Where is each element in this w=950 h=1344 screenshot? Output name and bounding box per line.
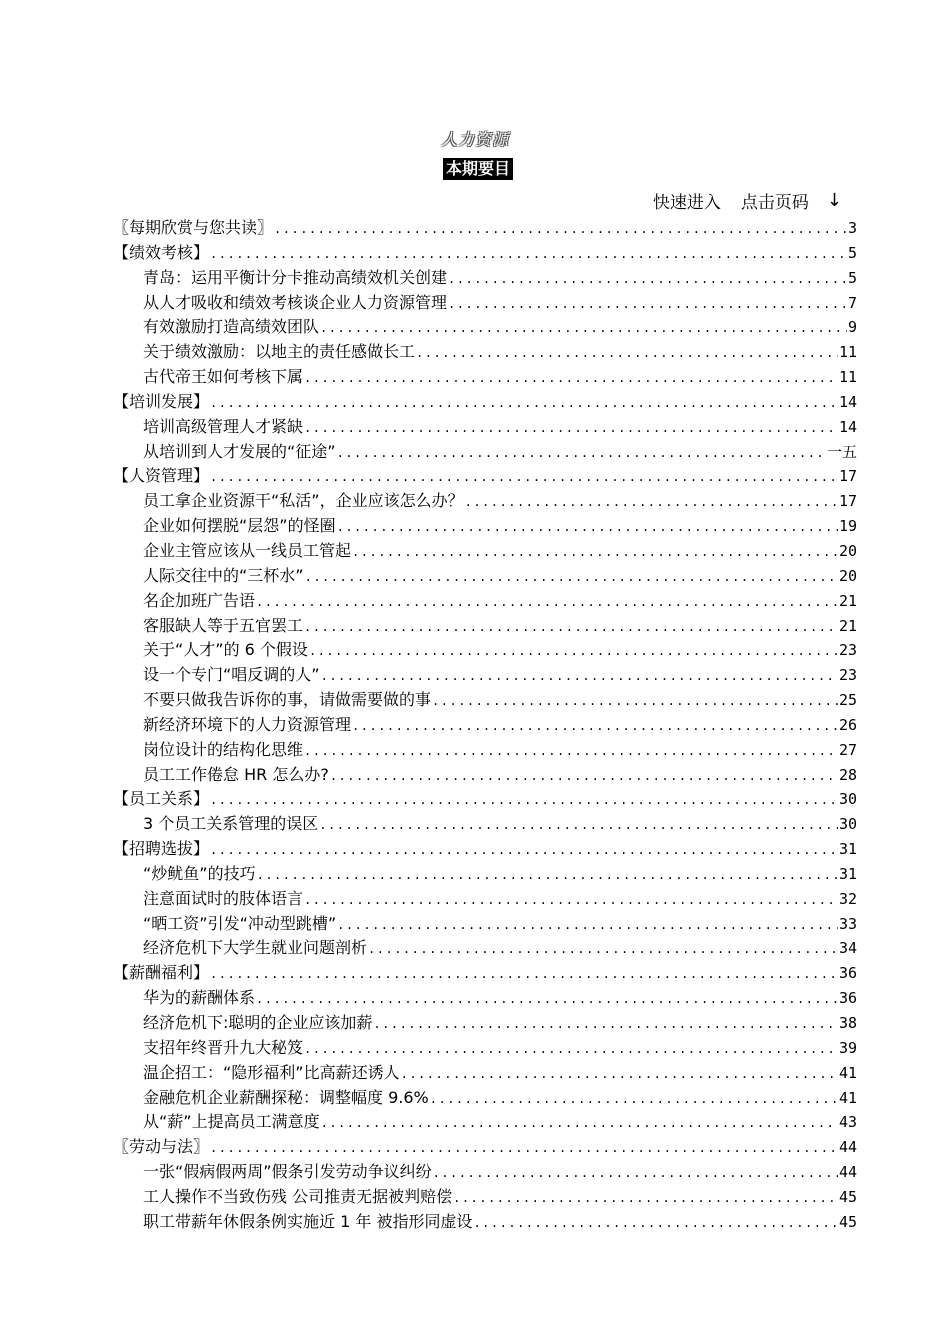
- toc-leader-dots: [453, 1186, 838, 1211]
- toc-leader-dots: [373, 1012, 838, 1037]
- toc-page-link[interactable]: 25: [838, 691, 857, 710]
- toc-leader-dots: [274, 217, 847, 242]
- toc-leader-dots: [304, 739, 838, 764]
- toc-title[interactable]: 员工拿企业资源干“私活”，企业应该怎么办？: [143, 491, 464, 511]
- toc-page-link[interactable]: 11: [838, 343, 857, 362]
- toc-leader-dots: [432, 689, 838, 714]
- toc-entry[interactable]: [113, 415, 857, 440]
- toc-leader-dots: [256, 987, 838, 1012]
- toc-title[interactable]: 员工工作倦怠 HR 怎么办?: [143, 764, 329, 784]
- toc-leader-dots: [304, 1037, 838, 1062]
- toc-page-link[interactable]: 41: [838, 1063, 857, 1082]
- toc-title[interactable]: 【人资管理】: [113, 466, 210, 486]
- toc-title[interactable]: 华为的薪酬体系: [143, 988, 256, 1008]
- toc-entry[interactable]: [113, 539, 857, 564]
- toc-title[interactable]: 3 个员工关系管理的误区: [143, 814, 319, 834]
- toc-entry[interactable]: [113, 738, 857, 763]
- toc-leader-dots: [304, 615, 838, 640]
- toc-title[interactable]: 〖每期欣赏与您共读〗: [113, 218, 274, 237]
- toc-entry[interactable]: [113, 315, 857, 340]
- toc-title[interactable]: 设一个专门“唱反调的人”: [143, 665, 320, 685]
- toc-entry[interactable]: [113, 1061, 857, 1086]
- toc-page-link[interactable]: 41: [838, 1088, 857, 1107]
- toc-entry[interactable]: [113, 936, 857, 961]
- toc-title[interactable]: 注意面试时的肢体语言: [143, 888, 304, 908]
- toc-entry[interactable]: [113, 365, 857, 390]
- toc-title[interactable]: 企业如何摆脱“层怨”的怪圈: [143, 516, 336, 536]
- toc-leader-dots: [321, 1111, 838, 1136]
- toc-entry[interactable]: [113, 489, 857, 514]
- document-title: 人力资源: [440, 130, 509, 149]
- toc-leader-dots: [337, 441, 826, 466]
- toc-entry[interactable]: [113, 663, 857, 688]
- toc-page-link[interactable]: 45: [838, 1212, 857, 1231]
- toc-leader-dots: [309, 639, 838, 664]
- toc-entry[interactable]: [113, 713, 857, 738]
- toc-page-link[interactable]: 44: [838, 1138, 857, 1157]
- toc-title[interactable]: 〖劳动与法〗: [113, 1137, 210, 1157]
- toc-title[interactable]: 一张“假病假两周”假条引发劳动争议纠纷: [143, 1162, 432, 1182]
- toc-title[interactable]: 从人才吸收和绩效考核谈企业人力资源管理: [143, 292, 448, 312]
- toc-page-link[interactable]: 30: [838, 815, 857, 834]
- toc-page-link[interactable]: 11: [838, 368, 857, 387]
- toc-page-link[interactable]: 21: [838, 616, 857, 635]
- toc-page-link[interactable]: 34: [838, 939, 857, 958]
- quick-enter-label: 快速进入: [652, 193, 721, 213]
- toc-page-link[interactable]: 32: [838, 889, 857, 908]
- toc-page-link[interactable]: 5: [847, 243, 857, 262]
- toc-page-link[interactable]: 7: [847, 293, 857, 312]
- toc-leader-dots: [352, 540, 838, 565]
- toc-title[interactable]: 【员工关系】: [113, 789, 210, 809]
- toc-entry[interactable]: [113, 812, 857, 837]
- toc-page-link[interactable]: 44: [838, 1163, 857, 1182]
- toc-title[interactable]: 温企招工：“隐形福利”比高薪还诱人: [143, 1062, 400, 1082]
- toc-entry[interactable]: [113, 986, 857, 1011]
- toc-title[interactable]: 工人操作不当致伤残 公司推责无据被判赔偿: [143, 1186, 453, 1206]
- toc-title[interactable]: 有效激励打造高绩效团队: [143, 317, 320, 337]
- toc-leader-dots: [352, 714, 838, 739]
- toc-title[interactable]: 经济危机下大学生就业问题剖析: [143, 938, 368, 958]
- toc-page-link[interactable]: 31: [838, 864, 857, 883]
- toc-entry[interactable]: [113, 1036, 857, 1061]
- toc-leader-dots: [337, 913, 838, 938]
- toc-page-link[interactable]: 17: [838, 492, 857, 511]
- toc-leader-dots: [256, 590, 838, 615]
- toc-page-link[interactable]: 45: [838, 1187, 857, 1206]
- toc-section[interactable]: [113, 1135, 857, 1160]
- toc-entry[interactable]: [113, 340, 857, 365]
- toc-leader-dots: [304, 366, 838, 391]
- toc-title[interactable]: 支招年终晋升九大秘笈: [143, 1037, 304, 1057]
- toc-leader-dots: [416, 341, 838, 366]
- toc-leader-dots: [319, 813, 838, 838]
- toc-page-link[interactable]: 36: [838, 964, 857, 983]
- toc-entry[interactable]: [113, 1210, 857, 1235]
- toc-entry[interactable]: [113, 266, 857, 291]
- toc-page-link[interactable]: 38: [838, 1014, 857, 1032]
- toc-page-link[interactable]: 36: [838, 989, 857, 1008]
- toc-entry[interactable]: [113, 514, 857, 539]
- toc-entry[interactable]: [113, 1086, 857, 1111]
- toc-leader-dots: [210, 391, 838, 416]
- toc-page-link[interactable]: 33: [838, 914, 857, 933]
- toc-page-link[interactable]: 20: [838, 541, 857, 560]
- toc-entry[interactable]: [113, 1110, 857, 1135]
- toc-title[interactable]: 新经济环境下的人力资源管理: [143, 714, 352, 734]
- toc-entry[interactable]: [113, 912, 857, 937]
- toc-entry[interactable]: [113, 638, 857, 663]
- toc-leader-dots: [448, 267, 847, 292]
- toc-section[interactable]: [113, 837, 857, 862]
- toc-page-link[interactable]: 28: [838, 765, 857, 784]
- toc-page-link[interactable]: 31: [838, 840, 857, 859]
- toc-title[interactable]: 古代帝王如何考核下属: [143, 367, 304, 387]
- toc-title[interactable]: 关于“人才”的 6 个假设: [143, 640, 308, 660]
- toc-page-link[interactable]: 43: [838, 1113, 857, 1132]
- toc-leader-dots: [473, 1211, 837, 1236]
- toc-leader-dots: [305, 565, 838, 590]
- toc-entry[interactable]: [113, 291, 857, 316]
- toc-leader-dots: [401, 1062, 838, 1087]
- toc-page-link[interactable]: 23: [838, 641, 857, 660]
- toc-page-link[interactable]: 27: [838, 740, 857, 759]
- toc-leader-dots: [330, 764, 838, 789]
- toc-title[interactable]: 【绩效考核】: [113, 242, 210, 262]
- toc-page-link[interactable]: 30: [838, 790, 857, 809]
- toc-leader-dots: [210, 1136, 838, 1161]
- toc-title[interactable]: 不要只做我告诉你的事，请做需要做的事: [143, 690, 432, 710]
- table-of-contents: [113, 216, 857, 1235]
- toc-page-link[interactable]: 17: [838, 467, 857, 486]
- toc-leader-dots: [304, 888, 838, 913]
- toc-title[interactable]: 金融危机企业薪酬探秘：调整幅度 9.6%: [143, 1087, 429, 1107]
- toc-leader-dots: [304, 416, 838, 441]
- toc-title[interactable]: 【培训发展】: [113, 391, 210, 411]
- toc-title[interactable]: 岗位设计的结构化思维: [143, 739, 304, 759]
- toc-entry[interactable]: [113, 688, 857, 713]
- toc-leader-dots: [321, 664, 838, 689]
- toc-title[interactable]: 【薪酬福利】: [113, 963, 210, 983]
- toc-page-link[interactable]: 23: [838, 666, 857, 685]
- toc-page-link[interactable]: 26: [838, 715, 857, 734]
- toc-title[interactable]: 人际交往中的“三杯水”: [143, 565, 304, 585]
- toc-leader-dots: [210, 962, 838, 987]
- toc-leader-dots: [368, 937, 838, 962]
- toc-entry[interactable]: [113, 564, 857, 589]
- toc-page-link[interactable]: 一五: [826, 442, 857, 461]
- toc-title[interactable]: 关于绩效激励：以地主的责任感做长工: [143, 342, 416, 362]
- toc-page-link[interactable]: 20: [838, 566, 857, 585]
- toc-leader-dots: [465, 490, 838, 515]
- toc-leader-dots: [320, 316, 847, 341]
- toc-entry[interactable]: [113, 1160, 857, 1185]
- toc-title[interactable]: 名企加班广告语: [143, 590, 256, 610]
- click-page-label: 点击页码: [740, 193, 809, 213]
- toc-page-link[interactable]: 3: [847, 219, 857, 237]
- toc-entry[interactable]: [113, 763, 857, 788]
- toc-entry[interactable]: [113, 614, 857, 639]
- toc-title[interactable]: “晒工资”引发“冲动型跳槽”: [143, 913, 337, 933]
- toc-leader-dots: [210, 465, 838, 490]
- toc-title[interactable]: 企业主管应该从一线员工管起: [143, 540, 352, 560]
- toc-section[interactable]: [113, 961, 857, 986]
- toc-entry[interactable]: [113, 440, 857, 465]
- toc-section[interactable]: [113, 241, 857, 266]
- toc-section[interactable]: [113, 464, 857, 489]
- toc-leader-dots: [448, 292, 847, 317]
- toc-entry[interactable]: [113, 1185, 857, 1210]
- toc-page-link[interactable]: 5: [847, 268, 857, 287]
- toc-entry[interactable]: [113, 589, 857, 614]
- toc-title[interactable]: 【招聘选拔】: [113, 839, 210, 859]
- toc-title[interactable]: 从培训到人才发展的“征途”: [143, 441, 336, 461]
- toc-leader-dots: [257, 863, 838, 888]
- toc-title[interactable]: 经济危机下:聪明的企业应该加薪: [143, 1013, 373, 1032]
- toc-leader-dots: [210, 788, 838, 813]
- toc-title[interactable]: 从“薪”上提高员工满意度: [143, 1112, 320, 1132]
- toc-entry[interactable]: [113, 1011, 857, 1036]
- toc-section[interactable]: [113, 390, 857, 415]
- toc-entry[interactable]: [113, 862, 857, 887]
- quick-nav: [653, 188, 842, 213]
- toc-title[interactable]: “炒鱿鱼”的技巧: [143, 863, 256, 883]
- arrow-down-icon: ↓: [826, 190, 842, 211]
- toc-title[interactable]: 职工带薪年休假条例实施近 1 年 被指形同虚设: [143, 1211, 473, 1231]
- toc-leader-dots: [210, 838, 838, 863]
- toc-title[interactable]: 青岛：运用平衡计分卡推动高绩效机关创建: [143, 267, 448, 287]
- toc-section[interactable]: [113, 216, 857, 241]
- toc-page-link[interactable]: 39: [838, 1038, 857, 1057]
- toc-leader-dots: [433, 1161, 838, 1186]
- toc-leader-dots: [337, 515, 838, 540]
- toc-page-link[interactable]: 14: [838, 392, 857, 411]
- toc-title[interactable]: 培训高级管理人才紧缺: [143, 416, 304, 436]
- toc-page-link[interactable]: 14: [838, 417, 857, 436]
- issue-title: 本期要目: [443, 158, 513, 180]
- toc-page-link[interactable]: 19: [838, 517, 857, 536]
- toc-leader-dots: [430, 1087, 838, 1112]
- toc-section[interactable]: [113, 787, 857, 812]
- toc-leader-dots: [210, 242, 847, 267]
- toc-entry[interactable]: [113, 887, 857, 912]
- toc-page-link[interactable]: 9: [847, 318, 857, 337]
- toc-title[interactable]: 客服缺人等于五官罢工: [143, 615, 304, 635]
- toc-page-link[interactable]: 21: [838, 591, 857, 610]
